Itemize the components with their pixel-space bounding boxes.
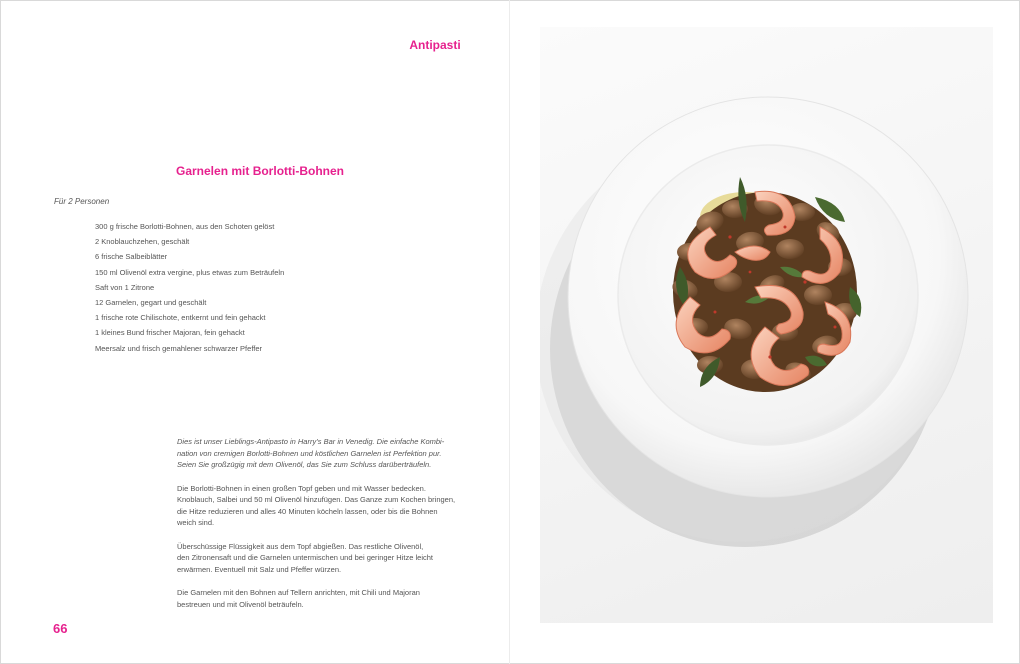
plate-of-shrimp-and-beans-photo bbox=[540, 27, 993, 623]
method-step bbox=[177, 587, 469, 610]
ingredient-list bbox=[95, 221, 284, 358]
intro-line: Dies ist unser Lieblings-Antipasto in Harry’s Bar in Venedig. Die einfache Kombi- bbox=[177, 437, 445, 446]
ingredient-item: 300 g frische Borlotti-Bohnen, aus den Schoten gelöst bbox=[95, 222, 275, 231]
book-spine bbox=[509, 0, 510, 664]
section-title: Antipasti bbox=[409, 38, 461, 52]
step-line: bestreuen und mit Olivenöl beträufeln. bbox=[177, 599, 304, 609]
method-step bbox=[177, 483, 469, 529]
step-line: den Zitronensaft und die Garnelen untermischen und bei geringer Hitze leicht bbox=[177, 553, 433, 562]
ingredient-item: 12 Garnelen, gegart und geschält bbox=[95, 297, 207, 307]
page-number: 66 bbox=[53, 621, 68, 636]
dish-illustration bbox=[540, 27, 993, 623]
ingredient-item: 1 frische rote Chilischote, entkernt und fein gehackt bbox=[95, 313, 266, 323]
step-line: Knoblauch, Salbei und 50 ml Olivenöl hinzufügen. Das Ganze zum Kochen bringen, bbox=[177, 495, 456, 504]
step-line: Die Garnelen mit den Bohnen auf Tellern anrichten, mit Chili und Majoran bbox=[177, 588, 420, 597]
ingredient-item: 1 kleines Bund frischer Majoran, fein gehackt bbox=[95, 328, 245, 338]
intro-line: nation von cremigen Borlotti-Bohnen und köstlichen Garnelen ist Perfektion pur. bbox=[177, 448, 442, 458]
ingredient-item: Saft von 1 Zitrone bbox=[95, 282, 155, 292]
ingredient-item: 150 ml Olivenöl extra vergine, plus etwas zum Beträufeln bbox=[95, 267, 285, 277]
step-line: weich sind. bbox=[177, 518, 215, 527]
method-step bbox=[177, 541, 469, 576]
step-line: erwärmen. Eventuell mit Salz und Pfeffer würzen. bbox=[177, 564, 342, 574]
step-line: Die Borlotti-Bohnen in einen großen Topf geben und mit Wasser bedecken. bbox=[177, 483, 426, 493]
ingredient-item: 2 Knoblauchzehen, geschält bbox=[95, 237, 190, 247]
method-text bbox=[177, 436, 469, 622]
servings-note: Für 2 Personen bbox=[54, 197, 110, 206]
step-line: die Hitze reduzieren und alles 40 Minuten köcheln lassen, oder bis die Bohnen bbox=[177, 506, 438, 516]
ingredient-item: Meersalz und frisch gemahlener schwarzer Pfeffer bbox=[95, 343, 263, 353]
ingredient-item: 6 frische Salbeiblätter bbox=[95, 252, 168, 262]
intro-line: Seien Sie großzügig mit dem Olivenöl, das Sie zum Schluss darüberträufeln. bbox=[177, 460, 432, 469]
intro-paragraph bbox=[177, 436, 469, 471]
recipe-title: Garnelen mit Borlotti-Bohnen bbox=[176, 164, 344, 178]
step-line: Überschüssige Flüssigkeit aus dem Topf abgießen. Das restliche Olivenöl, bbox=[177, 541, 424, 551]
